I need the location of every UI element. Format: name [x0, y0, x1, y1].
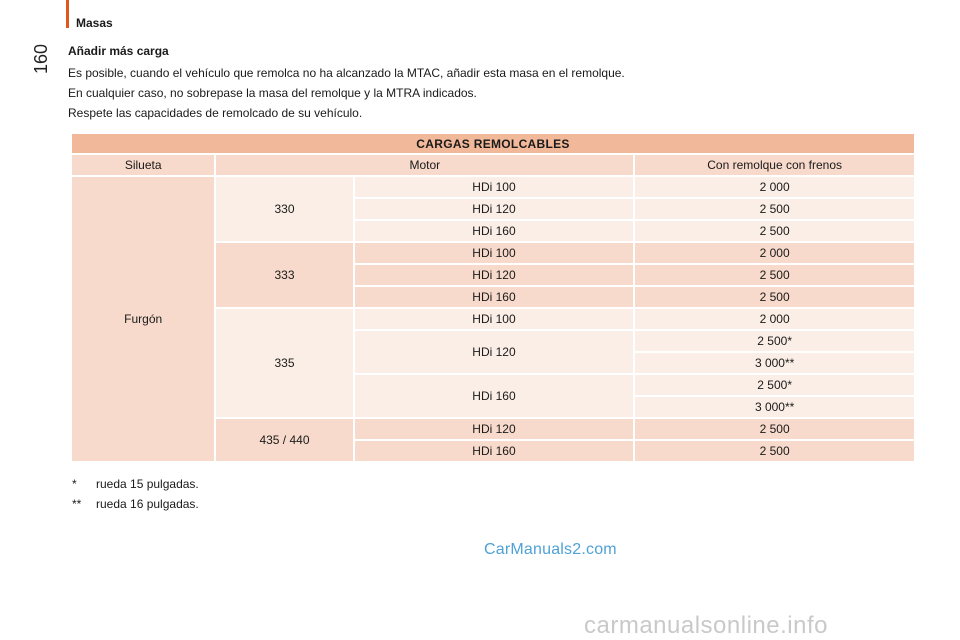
footnote-mark: * [72, 477, 77, 491]
model-cell: 330 [216, 177, 352, 241]
watermark-carmanuals2: CarManuals2.com [484, 541, 617, 558]
engine-cell: HDi 120 [355, 265, 634, 285]
table-caption: CARGAS REMOLCABLES [72, 134, 914, 153]
towable-loads-table [70, 132, 916, 463]
load-cell: 2 500 [635, 199, 914, 219]
load-cell: 3 000** [635, 397, 914, 417]
footnote-text: rueda 16 pulgadas. [96, 497, 199, 511]
engine-cell: HDi 100 [355, 243, 634, 263]
footnote-text: rueda 15 pulgadas. [96, 477, 199, 491]
engine-cell: HDi 160 [355, 441, 634, 461]
load-cell: 2 000 [635, 177, 914, 197]
page-number: 160 [30, 43, 51, 75]
engine-cell: HDi 120 [355, 331, 634, 373]
footnote [72, 494, 199, 514]
table-row [72, 177, 914, 197]
engine-cell: HDi 160 [355, 221, 634, 241]
load-cell: 2 500 [635, 221, 914, 241]
intro-paragraphs [68, 63, 625, 123]
load-cell: 2 000 [635, 243, 914, 263]
load-cell: 2 500* [635, 331, 914, 351]
watermark-carmanualsonline: carmanualsonline.info [584, 612, 828, 639]
load-cell: 2 500 [635, 419, 914, 439]
paragraph: En cualquier caso, no sobrepase la masa del remolque y la MTRA indicados. [68, 86, 477, 100]
engine-cell: HDi 160 [355, 375, 634, 417]
model-cell: 333 [216, 243, 352, 307]
load-cell: 2 500 [635, 287, 914, 307]
engine-cell: HDi 160 [355, 287, 634, 307]
column-header-silhouette: Silueta [72, 155, 214, 175]
silhouette-cell: Furgón [72, 177, 214, 461]
model-cell: 335 [216, 309, 352, 417]
load-cell: 2 500 [635, 265, 914, 285]
column-header-engine: Motor [216, 155, 633, 175]
footnote [72, 474, 199, 494]
load-cell: 2 000 [635, 309, 914, 329]
engine-cell: HDi 120 [355, 419, 634, 439]
load-cell: 2 500* [635, 375, 914, 395]
load-cell: 3 000** [635, 353, 914, 373]
paragraph: Es posible, cuando el vehículo que remolca no ha alcanzado la MTAC, añadir esta masa en el remolque. [68, 66, 625, 80]
engine-cell: HDi 100 [355, 309, 634, 329]
paragraph: Respete las capacidades de remolcado de su vehículo. [68, 106, 363, 120]
accent-bar [66, 0, 69, 28]
section-title: Masas [76, 16, 113, 30]
footnotes [72, 474, 199, 514]
subtitle: Añadir más carga [68, 44, 169, 58]
footnote-mark: ** [72, 497, 82, 511]
load-cell: 2 500 [635, 441, 914, 461]
engine-cell: HDi 120 [355, 199, 634, 219]
model-cell: 435 / 440 [216, 419, 352, 461]
engine-cell: HDi 100 [355, 177, 634, 197]
column-header-braked-trailer: Con remolque con frenos [635, 155, 914, 175]
